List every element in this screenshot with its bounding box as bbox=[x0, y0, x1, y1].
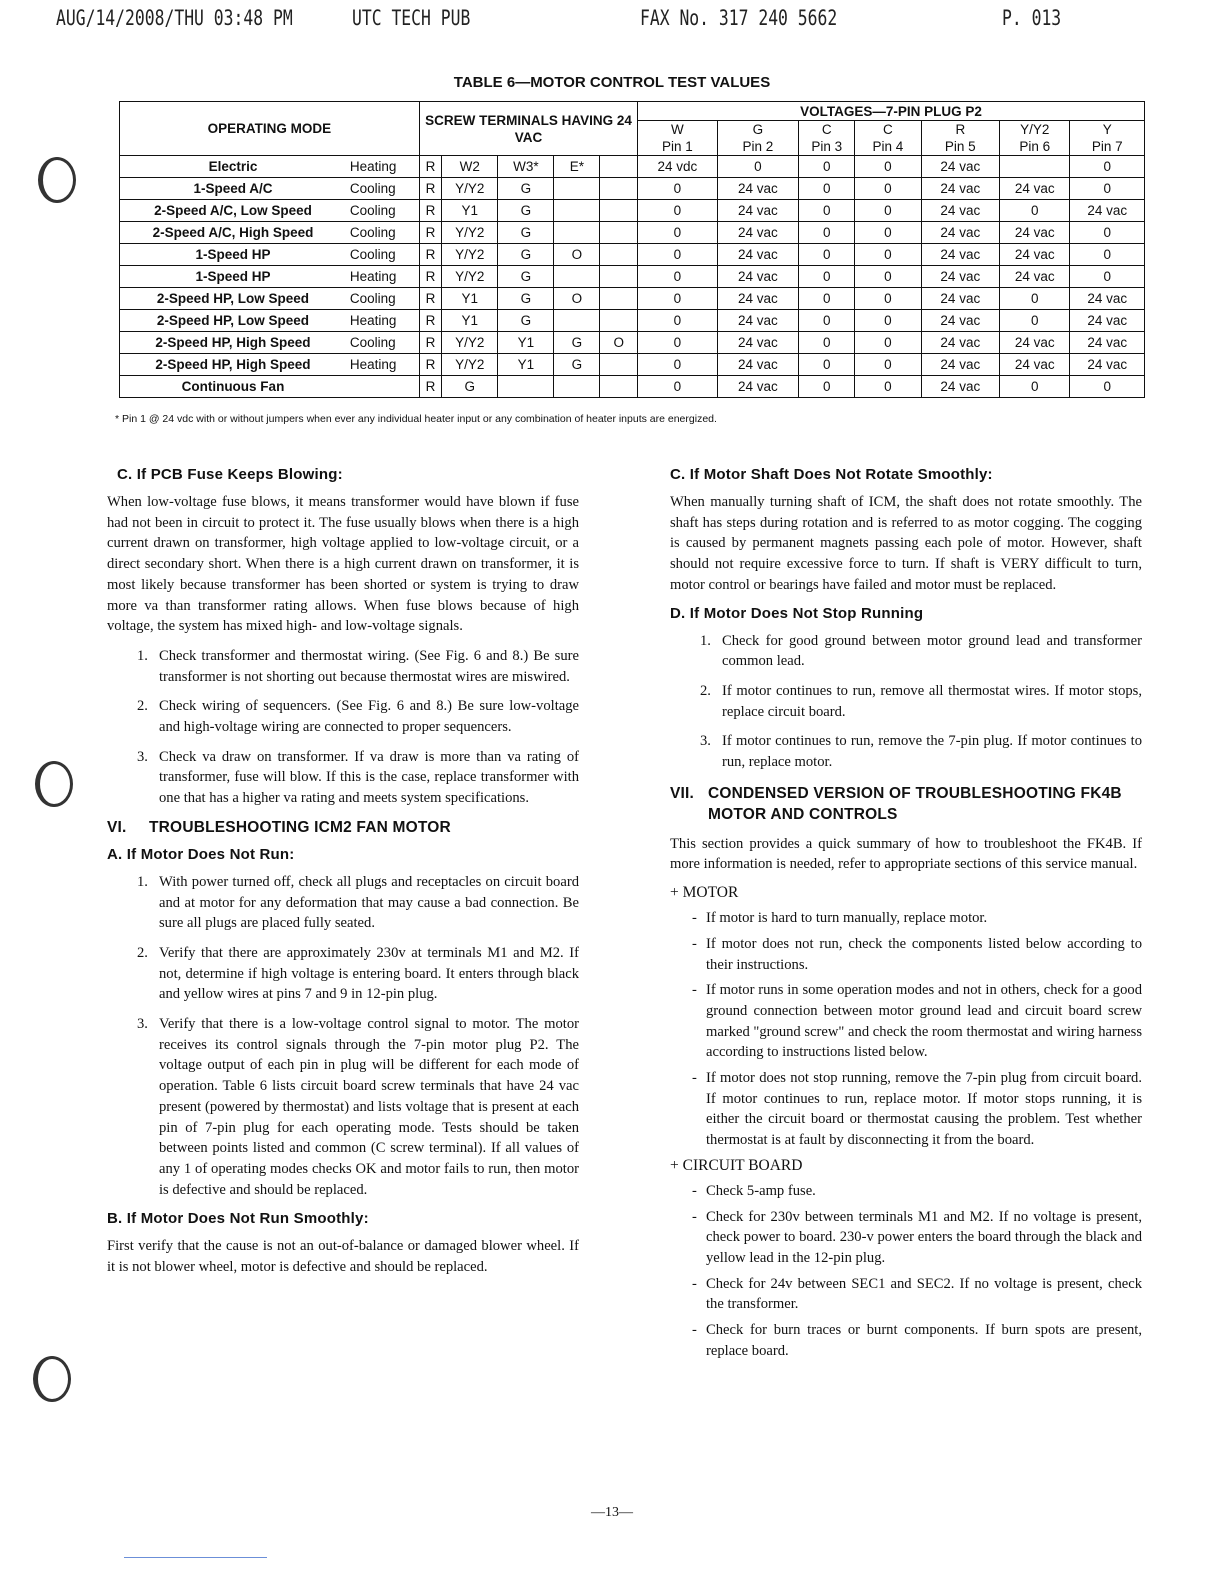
voltage-cell: 24 vac bbox=[717, 332, 799, 354]
terminal-cell: W2 bbox=[442, 156, 498, 178]
terminal-cell bbox=[600, 244, 638, 266]
mode-cell: 2-Speed HP, Low Speed bbox=[120, 310, 346, 332]
right-column bbox=[670, 466, 1142, 1368]
binder-hole bbox=[35, 761, 73, 807]
table-row bbox=[120, 244, 1145, 266]
voltage-cell: 24 vac bbox=[1070, 354, 1145, 376]
terminal-cell: Y1 bbox=[442, 310, 498, 332]
terminal-cell bbox=[600, 178, 638, 200]
mode-cell: 2-Speed HP, High Speed bbox=[120, 332, 346, 354]
voltage-cell: 24 vac bbox=[1000, 332, 1070, 354]
terminal-cell: Y/Y2 bbox=[442, 178, 498, 200]
voltage-cell: 24 vac bbox=[1000, 266, 1070, 288]
page-number: —13— bbox=[591, 1505, 633, 1520]
mode-cell: Continuous Fan bbox=[120, 376, 346, 398]
terminal-cell: Y/Y2 bbox=[442, 332, 498, 354]
terminal-cell bbox=[554, 222, 600, 244]
function-cell: Cooling bbox=[346, 200, 419, 222]
pin-header: R Pin 5 bbox=[921, 121, 1000, 156]
terminal-cell: R bbox=[419, 200, 441, 222]
voltage-cell: 0 bbox=[799, 266, 855, 288]
list-item: - Check for 24v between SEC1 and SEC2. If no voltage is present, check the transformer. bbox=[692, 1275, 1142, 1313]
terminal-cell: Y1 bbox=[498, 332, 554, 354]
list-item: 3. If motor continues to run, remove the 7-pin plug. If motor continues to run, replace motor. bbox=[700, 733, 1142, 771]
terminal-cell: G bbox=[554, 354, 600, 376]
terminal-cell: G bbox=[554, 332, 600, 354]
terminal-cell: G bbox=[498, 200, 554, 222]
voltage-cell: 24 vac bbox=[717, 222, 799, 244]
fax-date: AUG/14/2008/THU 03:48 PM bbox=[56, 6, 293, 30]
voltage-cell: 24 vac bbox=[1070, 310, 1145, 332]
mode-cell: Electric bbox=[120, 156, 346, 178]
screw-terminals-header: SCREW TERMINALS HAVING 24 VAC bbox=[419, 102, 637, 156]
voltage-cell: 24 vac bbox=[921, 178, 1000, 200]
voltage-cell: 24 vac bbox=[717, 266, 799, 288]
voltage-cell: 0 bbox=[855, 310, 921, 332]
voltage-cell: 0 bbox=[638, 288, 718, 310]
voltage-cell: 0 bbox=[855, 354, 921, 376]
terminal-cell: O bbox=[600, 332, 638, 354]
mode-cell: 2-Speed A/C, Low Speed bbox=[120, 200, 346, 222]
table-row bbox=[120, 156, 1145, 178]
list-item: 2. Check wiring of sequencers. (See Fig. 6 and 8.) Be sure low-voltage and high-voltage wiring are connected to proper sequencers. bbox=[137, 698, 579, 736]
voltage-cell: 24 vac bbox=[1000, 178, 1070, 200]
voltage-cell: 24 vac bbox=[717, 200, 799, 222]
terminal-cell bbox=[554, 178, 600, 200]
table-row bbox=[120, 354, 1145, 376]
section-vii-heading: VII. CONDENSED VERSION OF TROUBLESHOOTING FK4B MOTOR AND CONTROLS bbox=[670, 784, 1122, 823]
voltage-cell: 0 bbox=[799, 288, 855, 310]
voltage-cell: 0 bbox=[1000, 200, 1070, 222]
list-item: - Check 5-amp fuse. bbox=[692, 1182, 816, 1199]
terminal-cell: R bbox=[419, 288, 441, 310]
function-cell: Heating bbox=[346, 354, 419, 376]
terminal-cell bbox=[600, 266, 638, 288]
table-row bbox=[120, 266, 1145, 288]
voltage-cell: 0 bbox=[855, 200, 921, 222]
mode-cell: 2-Speed A/C, High Speed bbox=[120, 222, 346, 244]
motor-heading: + MOTOR bbox=[670, 884, 739, 902]
terminal-cell: R bbox=[419, 178, 441, 200]
pin-header: W Pin 1 bbox=[638, 121, 718, 156]
terminal-cell bbox=[600, 156, 638, 178]
table-row bbox=[120, 376, 1145, 398]
binder-hole bbox=[33, 1356, 71, 1402]
terminal-cell bbox=[600, 354, 638, 376]
voltage-cell: 24 vdc bbox=[638, 156, 718, 178]
voltage-cell: 24 vac bbox=[717, 244, 799, 266]
voltage-cell: 24 vac bbox=[921, 332, 1000, 354]
voltage-cell: 0 bbox=[638, 354, 718, 376]
section-c-steps bbox=[107, 646, 579, 809]
table-title: TABLE 6—MOTOR CONTROL TEST VALUES bbox=[453, 74, 771, 91]
voltage-cell: 0 bbox=[799, 354, 855, 376]
voltage-cell: 24 vac bbox=[921, 376, 1000, 398]
voltage-cell: 0 bbox=[799, 222, 855, 244]
terminal-cell: E* bbox=[554, 156, 600, 178]
voltage-cell: 0 bbox=[1070, 376, 1145, 398]
fax-page: P. 013 bbox=[1002, 6, 1062, 30]
section-d-heading: D. If Motor Does Not Stop Running bbox=[670, 604, 924, 622]
circuit-board-list bbox=[670, 1181, 1142, 1362]
voltage-cell: 24 vac bbox=[717, 178, 799, 200]
voltage-cell: 0 bbox=[638, 310, 718, 332]
voltage-cell: 24 vac bbox=[1070, 332, 1145, 354]
voltage-cell: 0 bbox=[638, 376, 718, 398]
function-cell: Cooling bbox=[346, 178, 419, 200]
divider bbox=[124, 1557, 267, 1558]
voltage-cell: 0 bbox=[1000, 310, 1070, 332]
voltage-cell: 24 vac bbox=[1000, 222, 1070, 244]
voltage-cell: 24 vac bbox=[921, 200, 1000, 222]
motor-control-table bbox=[119, 101, 1145, 398]
function-cell: Heating bbox=[346, 156, 419, 178]
section-a-heading: A. If Motor Does Not Run: bbox=[107, 845, 295, 863]
voltage-cell: 0 bbox=[799, 178, 855, 200]
terminal-cell: R bbox=[419, 156, 441, 178]
pin-header: C Pin 4 bbox=[855, 121, 921, 156]
mode-cell: 2-Speed HP, Low Speed bbox=[120, 288, 346, 310]
voltage-cell: 0 bbox=[717, 156, 799, 178]
terminal-cell: R bbox=[419, 222, 441, 244]
terminal-cell: Y/Y2 bbox=[442, 266, 498, 288]
circuit-board-heading: + CIRCUIT BOARD bbox=[670, 1156, 803, 1174]
function-cell: Cooling bbox=[346, 288, 419, 310]
table-row bbox=[120, 222, 1145, 244]
terminal-cell: R bbox=[419, 332, 441, 354]
section-b-heading: B. If Motor Does Not Run Smoothly: bbox=[107, 1210, 369, 1228]
voltage-cell: 0 bbox=[799, 376, 855, 398]
voltage-cell: 0 bbox=[638, 178, 718, 200]
function-cell: Cooling bbox=[346, 332, 419, 354]
voltage-cell: 0 bbox=[855, 222, 921, 244]
voltage-cell: 0 bbox=[638, 332, 718, 354]
motor-list bbox=[670, 908, 1142, 1151]
terminal-cell bbox=[554, 310, 600, 332]
terminal-cell: Y/Y2 bbox=[442, 244, 498, 266]
voltage-cell: 0 bbox=[1070, 222, 1145, 244]
voltage-cell: 24 vac bbox=[1070, 288, 1145, 310]
list-item: 3. Verify that there is a low-voltage control signal to motor. The motor receives its control signals through the 7-pin motor plug P2. The voltage output of each pin in plug will be different for each mode of operation. Table 6 lists circuit board screw terminals that have 24 vac present (powered by thermostat) and lists voltage that is present at each pin of 7-pin plug for each operating mode. Tests should be taken between points listed and common (C screw terminal). If all values of any 1 of operating modes checks OK and motor fails to run, then motor is defective and should be replaced. bbox=[137, 1016, 579, 1198]
list-item: - If motor does not stop running, remove the 7-pin plug from circuit board. If motor continues to run, replace motor. If motor stops running, it is either the circuit board or thermostat causing the problem. Test whether thermostat is at fault by disconnecting it from the board. bbox=[692, 1070, 1142, 1149]
voltage-cell: 24 vac bbox=[717, 376, 799, 398]
voltage-cell bbox=[1000, 156, 1070, 178]
voltage-cell: 0 bbox=[1000, 376, 1070, 398]
voltage-cell: 0 bbox=[855, 266, 921, 288]
voltage-cell: 0 bbox=[638, 200, 718, 222]
voltage-cell: 0 bbox=[799, 310, 855, 332]
list-item: 1. Check for good ground between motor ground lead and transformer common lead. bbox=[700, 632, 1142, 670]
list-item: 2. Verify that there are approximately 230v at terminals M1 and M2. If not, determine if high voltage is entering board. It enters through black and yellow wires at pins 7 and 9 in 12-pin plug. bbox=[137, 944, 579, 1003]
voltage-cell: 0 bbox=[1070, 244, 1145, 266]
function-cell: Heating bbox=[346, 310, 419, 332]
section-c-body: When low-voltage fuse blows, it means transformer would have blown if fuse had not been in circuit to protect it. The fuse usually blows when there is a high current drawn on transformer, high voltage applied to low-voltage circuit, or a direct secondary short. When there is a high current drawn on transformer, it is most likely because transformer has been shorted or system is trying to draw more va than transformer rating allows. When fuse blows because of high voltage, the system has mixed high- and low-voltage signals. bbox=[107, 494, 579, 635]
section-d-steps bbox=[670, 631, 1142, 773]
terminal-cell: G bbox=[498, 222, 554, 244]
voltage-cell: 24 vac bbox=[717, 288, 799, 310]
section-vii-body: This section provides a quick summary of how to troubleshoot the FK4B. If more information is needed, refer to appropriate sections of this service manual. bbox=[670, 835, 1142, 873]
pin-header: C Pin 3 bbox=[799, 121, 855, 156]
table-row bbox=[120, 332, 1145, 354]
terminal-cell: R bbox=[419, 354, 441, 376]
table-row bbox=[120, 310, 1145, 332]
voltage-cell: 24 vac bbox=[921, 266, 1000, 288]
voltage-cell: 24 vac bbox=[921, 354, 1000, 376]
list-item: - If motor is hard to turn manually, replace motor. bbox=[692, 910, 988, 927]
voltage-cell: 24 vac bbox=[921, 222, 1000, 244]
terminal-cell: Y1 bbox=[498, 354, 554, 376]
pin-header: Y/Y2 Pin 6 bbox=[1000, 121, 1070, 156]
voltage-cell: 0 bbox=[638, 244, 718, 266]
voltage-cell: 24 vac bbox=[921, 310, 1000, 332]
section-c-heading: C. If PCB Fuse Keeps Blowing: bbox=[117, 466, 343, 483]
voltage-cell: 0 bbox=[855, 376, 921, 398]
voltage-cell: 24 vac bbox=[1000, 244, 1070, 266]
voltage-cell: 0 bbox=[855, 332, 921, 354]
mode-cell: 1-Speed HP bbox=[120, 244, 346, 266]
table-footnote: * Pin 1 @ 24 vdc with or without jumpers when ever any individual heater input or any combination of heater inputs are energized. bbox=[115, 413, 717, 425]
terminal-cell: R bbox=[419, 244, 441, 266]
voltage-cell: 24 vac bbox=[717, 354, 799, 376]
terminal-cell: G bbox=[442, 376, 498, 398]
section-right-c-body: When manually turning shaft of ICM, the shaft does not rotate smoothly. The shaft has steps during rotation and is referred to as motor cogging. The cogging is caused by permanent magnets passing each pole of motor. However, shaft should not require excessive force to turn. If shaft is VERY difficult to turn, motor control or bearings have failed and motor must be replaced. bbox=[670, 494, 1142, 593]
terminal-cell bbox=[600, 310, 638, 332]
voltage-cell: 24 vac bbox=[1070, 200, 1145, 222]
terminal-cell: Y/Y2 bbox=[442, 222, 498, 244]
terminal-cell: O bbox=[554, 244, 600, 266]
terminal-cell: O bbox=[554, 288, 600, 310]
terminal-cell bbox=[554, 376, 600, 398]
terminal-cell: R bbox=[419, 310, 441, 332]
terminal-cell: G bbox=[498, 178, 554, 200]
mode-cell: 1-Speed HP bbox=[120, 266, 346, 288]
voltage-cell: 24 vac bbox=[921, 288, 1000, 310]
voltage-cell: 0 bbox=[799, 156, 855, 178]
voltage-cell: 0 bbox=[1070, 178, 1145, 200]
voltage-cell: 0 bbox=[638, 266, 718, 288]
table-row bbox=[120, 288, 1145, 310]
voltage-cell: 0 bbox=[1070, 156, 1145, 178]
voltage-cell: 0 bbox=[1000, 288, 1070, 310]
terminal-cell bbox=[600, 288, 638, 310]
terminal-cell bbox=[498, 376, 554, 398]
function-cell: Cooling bbox=[346, 244, 419, 266]
terminal-cell bbox=[554, 266, 600, 288]
terminal-cell bbox=[554, 200, 600, 222]
fax-number: FAX No. 317 240 5662 bbox=[640, 6, 838, 30]
voltage-cell: 0 bbox=[855, 178, 921, 200]
voltage-cell: 0 bbox=[1070, 266, 1145, 288]
pin-header: G Pin 2 bbox=[717, 121, 799, 156]
voltage-cell: 24 vac bbox=[921, 244, 1000, 266]
terminal-cell: G bbox=[498, 244, 554, 266]
voltage-cell: 0 bbox=[799, 244, 855, 266]
operating-mode-header: OPERATING MODE bbox=[120, 102, 420, 156]
terminal-cell: Y/Y2 bbox=[442, 354, 498, 376]
list-item: - Check for 230v between terminals M1 and M2. If no voltage is present, check power to board. 230-v power enters the board through the black and yellow lead in the 12-pin plug. bbox=[692, 1208, 1142, 1266]
section-a-steps bbox=[107, 872, 579, 1201]
section-right-c-heading: C. If Motor Shaft Does Not Rotate Smoothly: bbox=[670, 466, 993, 483]
section-b-body: First verify that the cause is not an out-of-balance or damaged blower wheel. If it is not blower wheel, motor is defective and should be replaced. bbox=[107, 1238, 579, 1276]
terminal-cell: Y1 bbox=[442, 288, 498, 310]
voltage-cell: 0 bbox=[799, 200, 855, 222]
voltage-cell: 24 vac bbox=[921, 156, 1000, 178]
terminal-cell: G bbox=[498, 266, 554, 288]
list-item: - Check for burn traces or burnt components. If burn spots are present, replace board. bbox=[692, 1322, 1142, 1359]
terminal-cell: R bbox=[419, 376, 441, 398]
list-item: - If motor does not run, check the components listed below according to their instructions. bbox=[692, 935, 1142, 973]
terminal-cell bbox=[600, 200, 638, 222]
function-cell: Heating bbox=[346, 266, 419, 288]
function-cell bbox=[346, 376, 419, 398]
voltage-cell: 24 vac bbox=[717, 310, 799, 332]
voltage-cell: 0 bbox=[855, 288, 921, 310]
terminal-cell bbox=[600, 376, 638, 398]
terminal-cell: R bbox=[419, 266, 441, 288]
list-item: 2. If motor continues to run, remove all thermostat wires. If motor stops, replace circuit board. bbox=[700, 682, 1142, 720]
section-vi-heading: VI. TROUBLESHOOTING ICM2 FAN MOTOR bbox=[107, 818, 451, 836]
list-item: - If motor runs in some operation modes and not in others, check for a good ground connection between motor ground lead and circuit board screw marked "ground screw" and check the room thermostat and wiring harness according to instructions listed below. bbox=[692, 982, 1142, 1061]
fax-sender: UTC TECH PUB bbox=[352, 6, 471, 30]
voltage-cell: 0 bbox=[638, 222, 718, 244]
terminal-cell: W3* bbox=[498, 156, 554, 178]
function-cell: Cooling bbox=[346, 222, 419, 244]
terminal-cell: Y1 bbox=[442, 200, 498, 222]
terminal-cell: G bbox=[498, 310, 554, 332]
left-column bbox=[107, 466, 579, 1287]
mode-cell: 1-Speed A/C bbox=[120, 178, 346, 200]
table-row bbox=[120, 178, 1145, 200]
voltage-cell: 24 vac bbox=[1000, 354, 1070, 376]
voltage-cell: 0 bbox=[799, 332, 855, 354]
list-item: 3. Check va draw on transformer. If va draw is more than va rating of transformer, fuse will blow. If this is the case, replace transformer with one that has a higher va rating and meets system specifications. bbox=[137, 748, 579, 807]
voltages-header: VOLTAGES—7-PIN PLUG P2 bbox=[638, 102, 1145, 121]
list-item: 1. With power turned off, check all plugs and receptacles on circuit board and at motor for any deformation that may cause a bad connection. Be sure all plugs are placed fully seated. bbox=[137, 873, 579, 932]
table-row bbox=[120, 200, 1145, 222]
list-item: 1. Check transformer and thermostat wiring. (See Fig. 6 and 8.) Be sure transformer is not shorting out because thermostat wires are miswired. bbox=[137, 647, 579, 685]
voltage-cell: 0 bbox=[855, 156, 921, 178]
terminal-cell bbox=[600, 222, 638, 244]
voltage-cell: 0 bbox=[855, 244, 921, 266]
pin-header: Y Pin 7 bbox=[1070, 121, 1145, 156]
terminal-cell: G bbox=[498, 288, 554, 310]
mode-cell: 2-Speed HP, High Speed bbox=[120, 354, 346, 376]
binder-hole bbox=[38, 157, 76, 203]
